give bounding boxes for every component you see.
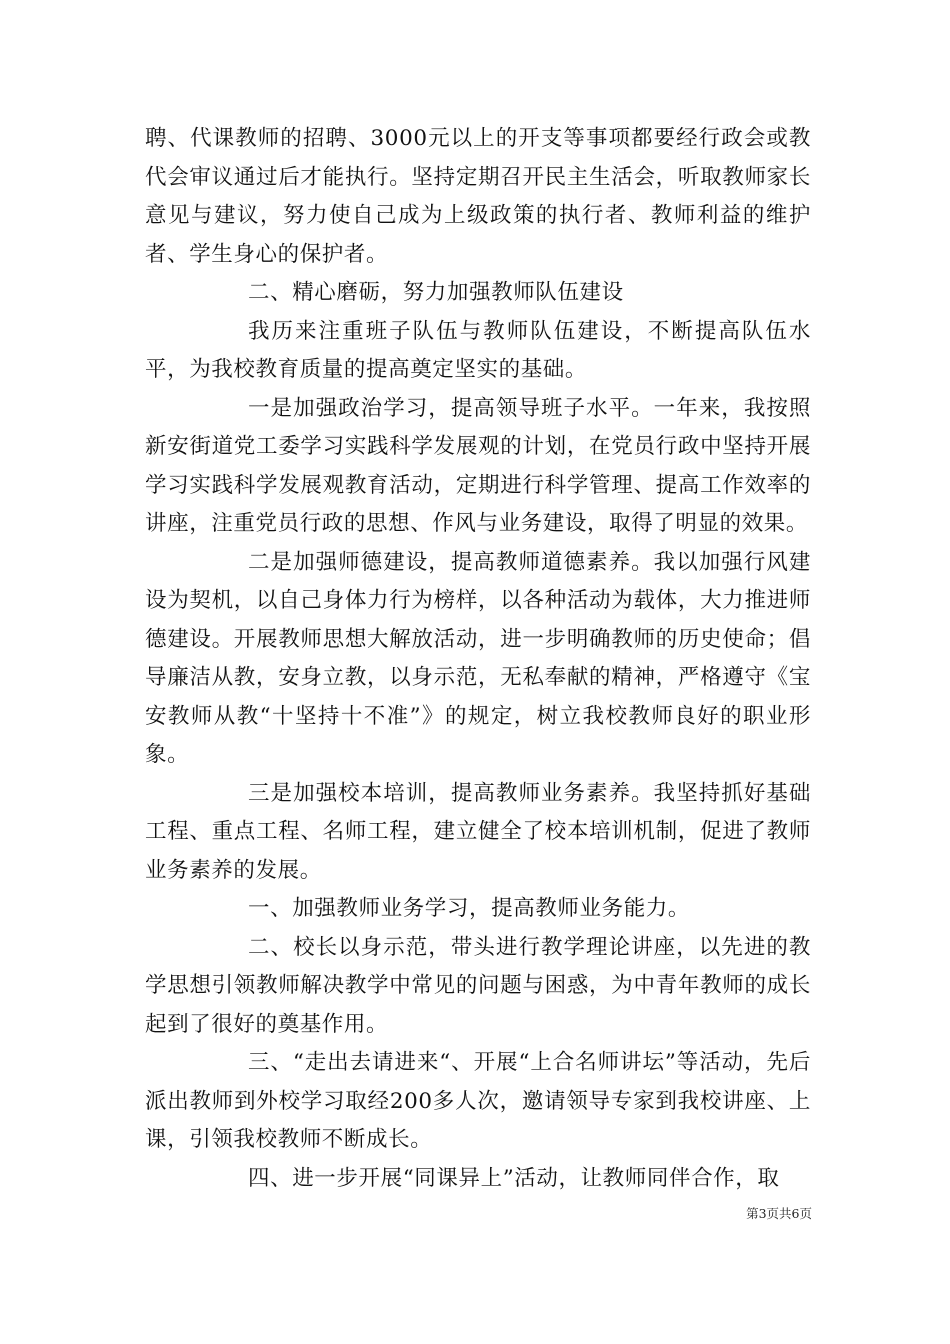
paragraph: 二是加强师德建设，提高教师道德素养。我以加强行风建设为契机，以自己身体力行为榜样，以各种活动为载体，大力推进师德建设。开展教师思想大解放活动，进一步明确教师的历史使命；倡导廉洁从教，安身立教，以身示范，无私奉献的精神，严格遵守《宝安教师从教“十坚持十不准”》的规定，树立我校教师良好的职业形象。 — [145, 549, 811, 767]
paragraph: 三是加强校本培训，提高教师业务素养。我坚持抓好基础工程、重点工程、名师工程，建立健全了校本培训机制，促进了教师业务素养的发展。 — [145, 780, 811, 883]
list-item: 二、校长以身示范，带头进行教学理论讲座，以先进的教学思想引领教师解决教学中常见的问题与困惑，为中青年教师的成长起到了很好的奠基作用。 — [145, 934, 811, 1037]
list-item: 一、加强教师业务学习，提高教师业务能力。 — [248, 896, 691, 921]
list-item: 三、“走出去请进来“、开展“上合名师讲坛”等活动，先后派出教师到外校学习取经200多人次，邀请领导专家到我校讲座、上课，引领我校教师不断成长。 — [145, 1050, 811, 1152]
paragraph: 我历来注重班子队伍与教师队伍建设，不断提高队伍水平，为我校教育质量的提高奠定坚实的基础。 — [145, 318, 811, 382]
document-body — [145, 120, 811, 1198]
paragraph: 一是加强政治学习，提高领导班子水平。一年来，我按照新安街道党工委学习实践科学发展观的计划，在党员行政中坚持开展学习实践科学发展观教育活动，定期进行科学管理、提高工作效率的讲座，注重党员行政的思想、作风与业务建设，取得了明显的效果。 — [145, 395, 811, 536]
paragraph-continuation: 聘、代课教师的招聘、3000元以上的开支等事项都要经行政会或教代会审议通过后才能执行。坚持定期召开民主生活会，听取教师家长意见与建议，努力使自己成为上级政策的执行者、教师利益的维护者、学生身心的保护者。 — [145, 126, 811, 267]
list-item: 四、进一步开展“同课异上”活动，让教师同伴合作，取 — [248, 1165, 780, 1191]
section-heading: 二、精心磨砺，努力加强教师队伍建设 — [248, 280, 624, 305]
page-number-footer: 第3页共6页 — [746, 1206, 812, 1221]
